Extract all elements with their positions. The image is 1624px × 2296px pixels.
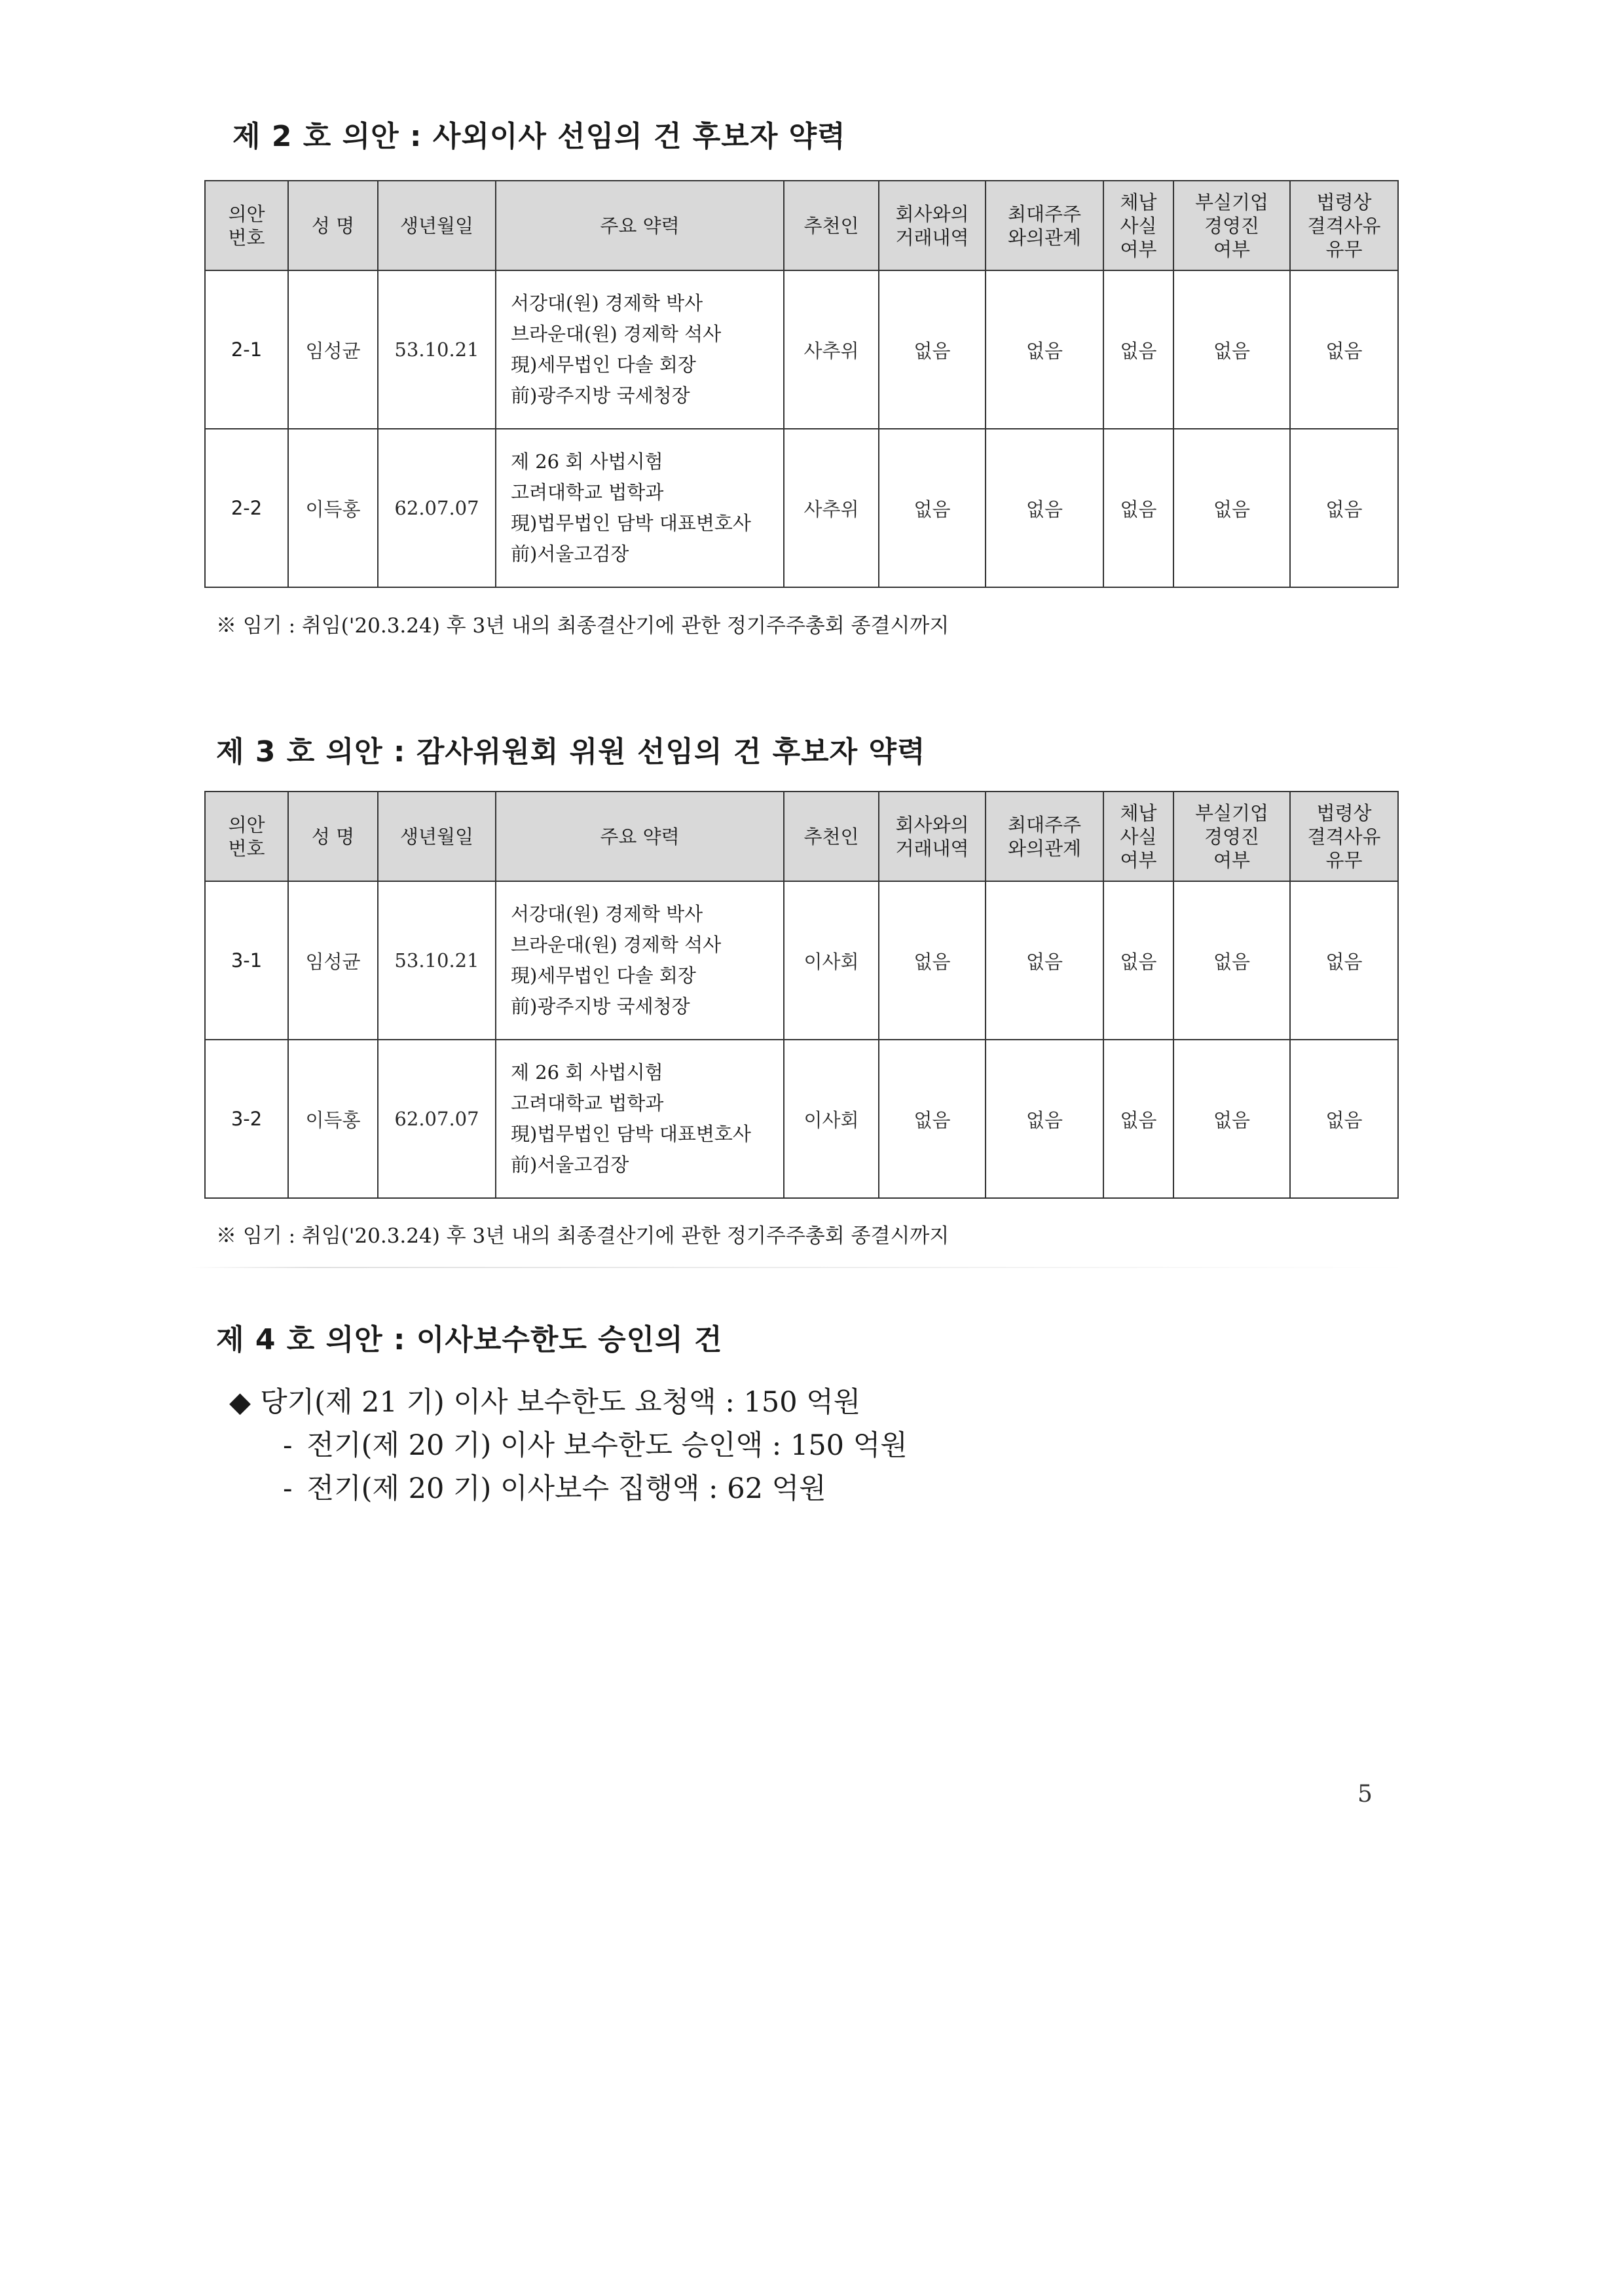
table-row bbox=[205, 1040, 1398, 1198]
section3-title: 제 3 호 의안 : 감사위원회 위원 선임의 건 후보자 약력 bbox=[216, 735, 926, 769]
birth-date: 53.10.21 bbox=[378, 270, 496, 429]
career-cell bbox=[496, 429, 784, 587]
header-relation: 최대주주 와의관계 bbox=[986, 792, 1103, 881]
header-insolvent: 부실기업 경영진 여부 bbox=[1173, 792, 1290, 881]
tax-delinquency: 없음 bbox=[1103, 429, 1173, 587]
career-line: 前)광주지방 국세청장 bbox=[511, 384, 690, 407]
transactions: 없음 bbox=[879, 881, 986, 1040]
transactions: 없음 bbox=[879, 429, 986, 587]
transactions: 없음 bbox=[879, 270, 986, 429]
section4-sub-text: 전기(제 20 기) 이사 보수한도 승인액 : 150 억원 bbox=[306, 1429, 908, 1462]
insolvent-exec: 없음 bbox=[1173, 1040, 1290, 1198]
disqualification: 없음 bbox=[1290, 270, 1398, 429]
dash-bullet: - bbox=[283, 1429, 293, 1462]
career-line: 前)서울고검장 bbox=[511, 1154, 629, 1176]
birth-date: 53.10.21 bbox=[378, 881, 496, 1040]
header-recommender: 추천인 bbox=[784, 792, 879, 881]
scan-artifact-line bbox=[190, 1267, 1414, 1268]
tax-delinquency: 없음 bbox=[1103, 881, 1173, 1040]
section4-sub-item bbox=[283, 1423, 908, 1463]
career-line: 브라운대(원) 경제학 석사 bbox=[511, 934, 722, 956]
diamond-bullet-icon: ◆ bbox=[229, 1386, 251, 1419]
career-line: 前)서울고검장 bbox=[511, 543, 629, 565]
section4-main-text: 당기(제 21 기) 이사 보수한도 요청액 : 150 억원 bbox=[260, 1386, 861, 1419]
header-career: 주요 약력 bbox=[496, 792, 784, 881]
section2-term-note: ※ 임기 : 취임('20.3.24) 후 3년 내의 최종결산기에 관한 정기주주총회 종결시까지 bbox=[216, 614, 950, 638]
career-line: 고려대학교 법학과 bbox=[511, 1092, 664, 1114]
table-row bbox=[205, 881, 1398, 1040]
career-line: 제 26 회 사법시험 bbox=[511, 1061, 663, 1084]
section2-title: 제 2 호 의안 : 사외이사 선임의 건 후보자 약력 bbox=[232, 120, 846, 153]
career-line: 現)세무법인 다솔 회장 bbox=[511, 964, 696, 987]
career-line: 브라운대(원) 경제학 석사 bbox=[511, 323, 722, 345]
career-line: 서강대(원) 경제학 박사 bbox=[511, 903, 703, 925]
insolvent-exec: 없음 bbox=[1173, 429, 1290, 587]
section4-main-item bbox=[229, 1380, 860, 1420]
career-cell bbox=[496, 881, 784, 1040]
agenda-no: 3-1 bbox=[205, 881, 288, 1040]
header-agenda-no: 의안 번호 bbox=[205, 181, 288, 270]
tax-delinquency: 없음 bbox=[1103, 270, 1173, 429]
header-disqualify: 법령상 결격사유 유무 bbox=[1290, 181, 1398, 270]
candidate-name: 이득홍 bbox=[288, 1040, 378, 1198]
disqualification: 없음 bbox=[1290, 429, 1398, 587]
table-header-row bbox=[205, 792, 1398, 881]
career-line: 現)법무법인 담박 대표변호사 bbox=[511, 512, 751, 534]
birth-date: 62.07.07 bbox=[378, 1040, 496, 1198]
header-transactions: 회사와의 거래내역 bbox=[879, 181, 986, 270]
birth-date: 62.07.07 bbox=[378, 429, 496, 587]
career-line: 제 26 회 사법시험 bbox=[511, 450, 663, 473]
section4-sub-text: 전기(제 20 기) 이사보수 집행액 : 62 억원 bbox=[306, 1472, 826, 1505]
recommender: 이사회 bbox=[784, 1040, 879, 1198]
header-agenda-no: 의안 번호 bbox=[205, 792, 288, 881]
agenda-no: 2-2 bbox=[205, 429, 288, 587]
relation: 없음 bbox=[986, 881, 1103, 1040]
insolvent-exec: 없음 bbox=[1173, 270, 1290, 429]
career-line: 고려대학교 법학과 bbox=[511, 481, 664, 503]
header-name: 성 명 bbox=[288, 792, 378, 881]
header-tax: 체납 사실 여부 bbox=[1103, 181, 1173, 270]
candidate-name: 임성균 bbox=[288, 881, 378, 1040]
dash-bullet: - bbox=[283, 1472, 293, 1505]
recommender: 사추위 bbox=[784, 270, 879, 429]
career-cell bbox=[496, 270, 784, 429]
agenda-no: 3-2 bbox=[205, 1040, 288, 1198]
header-tax: 체납 사실 여부 bbox=[1103, 792, 1173, 881]
header-insolvent: 부실기업 경영진 여부 bbox=[1173, 181, 1290, 270]
header-birth: 생년월일 bbox=[378, 181, 496, 270]
section4-sub-item bbox=[283, 1467, 826, 1506]
section3-term-note: ※ 임기 : 취임('20.3.24) 후 3년 내의 최종결산기에 관한 정기주주총회 종결시까지 bbox=[216, 1224, 950, 1248]
section4-title: 제 4 호 의안 : 이사보수한도 승인의 건 bbox=[216, 1323, 723, 1357]
disqualification: 없음 bbox=[1290, 1040, 1398, 1198]
section3-candidate-table bbox=[204, 791, 1399, 1199]
disqualification: 없음 bbox=[1290, 881, 1398, 1040]
table-row bbox=[205, 270, 1398, 429]
relation: 없음 bbox=[986, 1040, 1103, 1198]
header-birth: 생년월일 bbox=[378, 792, 496, 881]
header-relation: 최대주주 와의관계 bbox=[986, 181, 1103, 270]
header-disqualify: 법령상 결격사유 유무 bbox=[1290, 792, 1398, 881]
transactions: 없음 bbox=[879, 1040, 986, 1198]
table-row bbox=[205, 429, 1398, 587]
page-number: 5 bbox=[1357, 1781, 1373, 1808]
career-cell bbox=[496, 1040, 784, 1198]
career-line: 前)광주지방 국세청장 bbox=[511, 995, 690, 1017]
header-recommender: 추천인 bbox=[784, 181, 879, 270]
recommender: 이사회 bbox=[784, 881, 879, 1040]
relation: 없음 bbox=[986, 270, 1103, 429]
insolvent-exec: 없음 bbox=[1173, 881, 1290, 1040]
table-header-row bbox=[205, 181, 1398, 270]
candidate-name: 이득홍 bbox=[288, 429, 378, 587]
agenda-no: 2-1 bbox=[205, 270, 288, 429]
section2-candidate-table bbox=[204, 180, 1399, 588]
career-line: 서강대(원) 경제학 박사 bbox=[511, 292, 703, 314]
header-name: 성 명 bbox=[288, 181, 378, 270]
header-career: 주요 약력 bbox=[496, 181, 784, 270]
tax-delinquency: 없음 bbox=[1103, 1040, 1173, 1198]
career-line: 現)법무법인 담박 대표변호사 bbox=[511, 1123, 751, 1145]
candidate-name: 임성균 bbox=[288, 270, 378, 429]
header-transactions: 회사와의 거래내역 bbox=[879, 792, 986, 881]
career-line: 現)세무법인 다솔 회장 bbox=[511, 354, 696, 376]
recommender: 사추위 bbox=[784, 429, 879, 587]
relation: 없음 bbox=[986, 429, 1103, 587]
